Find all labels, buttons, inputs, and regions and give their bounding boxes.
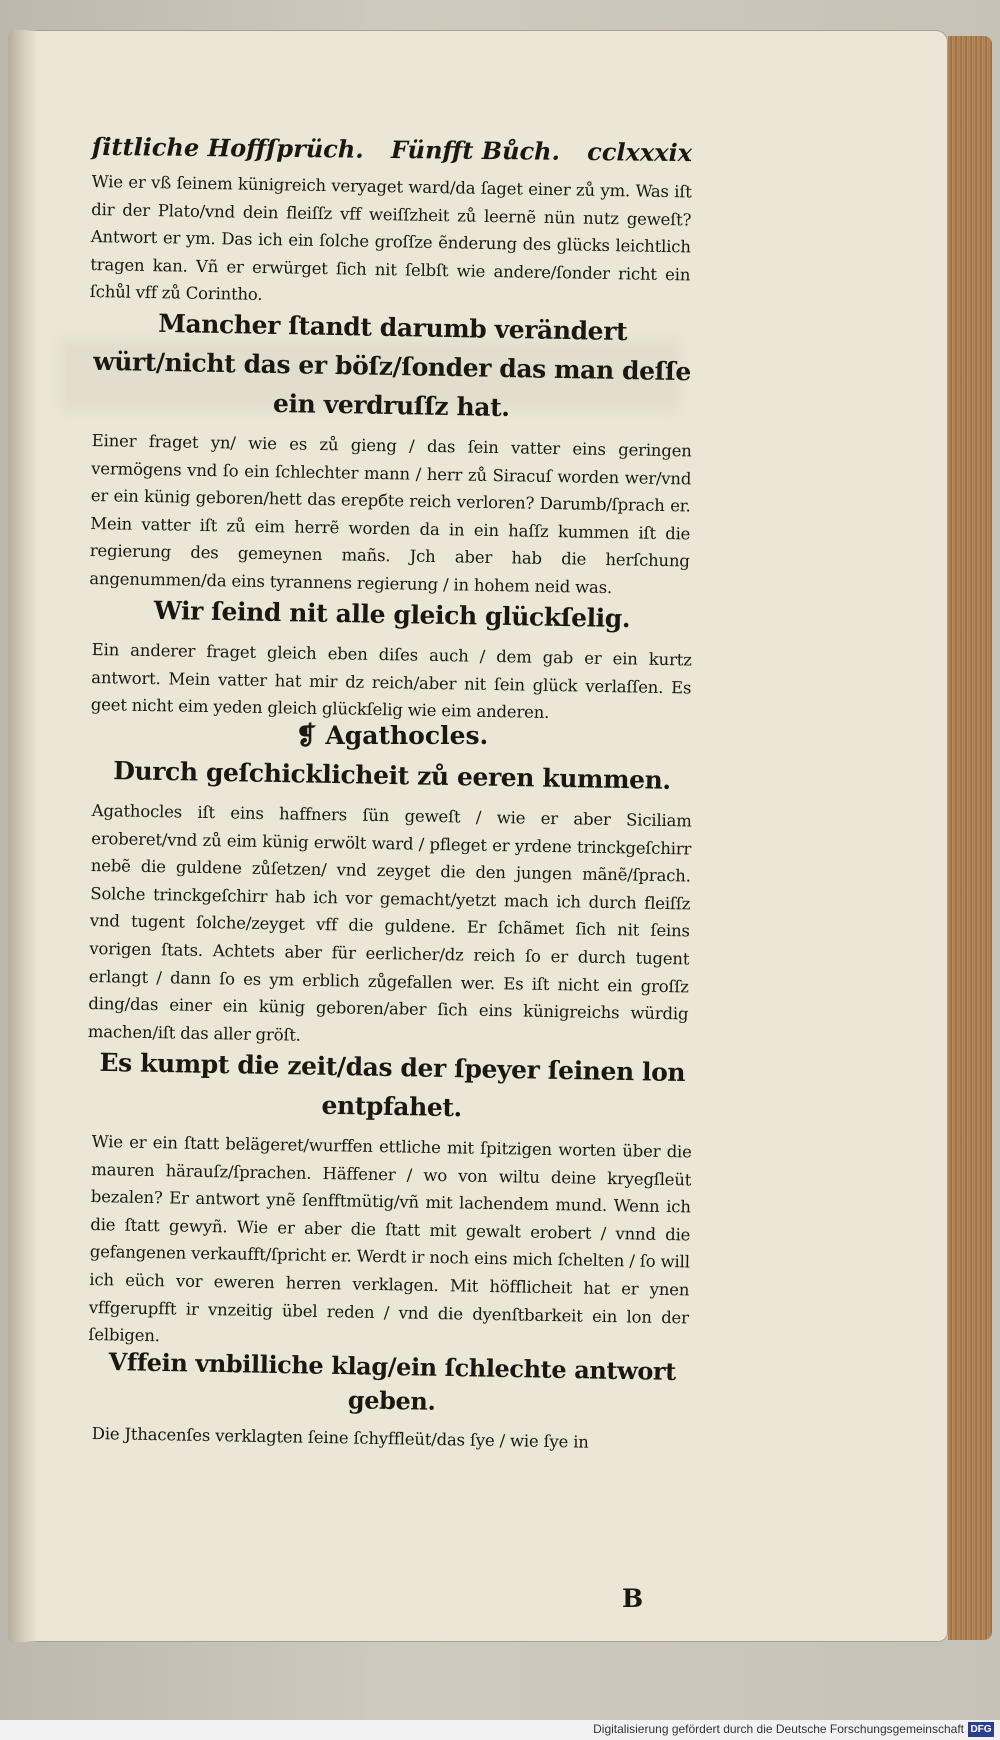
section-heading: Mancher ſtandt darumb verändert würt/nicht das er böſz/ſonder das man deſſe ein verdruſſz hat.	[92, 308, 692, 423]
section-heading: Vffein vnbilliche klag/ein ſchlechte antwort geben.	[108, 1347, 677, 1417]
paragraph-plato: Wie er vß ſeinem künigreich veryaget ward/da ſaget einer zů ym. Was iſt dir der Plato/vnd dein fleiſſz vff weiſſzheit zů leernẽ nün nutz geweſt? Antwort er ym. Das ich ein ſolche groſſze ẽnderung des glücks leichtlich tragen kan. Vñ er erwürget ſich nit ſelbſt wie andere/ſonder richt ein ſchůl vff zů Corintho.	[89, 171, 692, 305]
page-text	[87, 131, 693, 1453]
signature-mark: B	[622, 1584, 644, 1613]
paragraph-glueck: Ein anderer fraget gleich eben diſes auch / dem gab er ein kurtz antwort. Mein vatter hat mir dz reich/aber nit ſein glück verlaſſen. Es geet nicht eim yeden gleich glückſelig wie eim anderen.	[90, 639, 692, 722]
running-head-title: ſittliche Hoffſprüch.	[91, 131, 364, 164]
dfg-logo: DFG	[968, 1722, 994, 1737]
paragraph-siracus: Einer fraget yn/ wie es zů gieng / das ſein vatter eins geringen vermögens vnd ſo ein ſchlechter mann / herr zů Siracuſ worden wer/vnd er ein künig geboren/hett das erербte reich verloren? Darumb/ſprach er. Mein vatter iſt zů eim herrẽ worden da in ein haſſz kummen iſt die regierung des gemeynen mañs. Jch aber hab die herſchung angenummen/da eins tyrannens regierung / in hohem neid was.	[89, 430, 692, 598]
section-heading: Durch geſchicklicheit zů eeren kummen.	[112, 756, 672, 796]
footer-bar	[0, 1720, 1000, 1740]
folio-number: cclxxxix	[587, 137, 693, 168]
paragraph-ithacenses: Die Jthacenſes verklagten ſeine ſchyffleüt/das ſye / wie ſye in	[91, 1424, 589, 1453]
page-gutter	[8, 30, 38, 1642]
running-head-book: Fünfft Bůch.	[390, 134, 561, 166]
book-fore-edge	[948, 36, 992, 1640]
footer-credit: Digitalisierung gefördert durch die Deutsche Forschungsgemeinschaft	[593, 1722, 964, 1736]
running-head	[92, 132, 692, 167]
section-heading: Wir ſeind nit alle gleich glückſelig.	[153, 595, 631, 633]
chapter-heading-agathocles: ❡ Agathocles.	[295, 721, 489, 751]
paragraph-siege: Wie er ein ſtatt belägeret/wurffen ettliche mit ſpitzigen worten über die mauren härauſz/ſprachen. Häffener / wo von wiltu deine kryegſleüt bezalen? Er antwort ynẽ ſenfftmütig/vñ mit lachendem mund. Wenn ich die ſtatt gewyñ. Wie er aber die ſtatt mit gewalt erobert / vnnd die gefangenen verkaufft/ſpricht er. Werdt ir noch eins mich ſchelten / ſo will ich eüch vor eweren herren verklagen. Mit höfflicheit hat er ynen vffgerupfft ir vnzeitig übel reden / vnd die dyenſtbarkeit ein lon der ſelbigen.	[88, 1131, 692, 1346]
section-heading: Es kumpt die zeit/das der ſpeyer ſeinen lon entpfahet.	[99, 1047, 686, 1122]
paragraph-agathocles: Agathocles iſt eins haffners ſün geweſt / wie er aber Siciliam eroberet/vnd zů eim künig erwölt ward / pfleget er yrdene trinckgeſchirr nebẽ die guldene zůſetzen/ vnd zeyget die den jungen mãnẽ/ſprach. Solche trinckgeſchirr hab ich vor gemacht/yetzt mach ich durch fleiſſz vnd tugent ſolche/zeyget vff die guldene. Er ſchãmet ſich nit ſeins vorigen ſtats. Achtets aber für eerlicher/dz reich ſo er durch tugent erlangt / dann ſo es ym erblich zůgefallen wer. Es iſt nicht ein groſſz ding/das einer ein künig geboren/aber ſich eins künigreichs würdig machen/iſt das aller gröſt.	[87, 801, 692, 1045]
